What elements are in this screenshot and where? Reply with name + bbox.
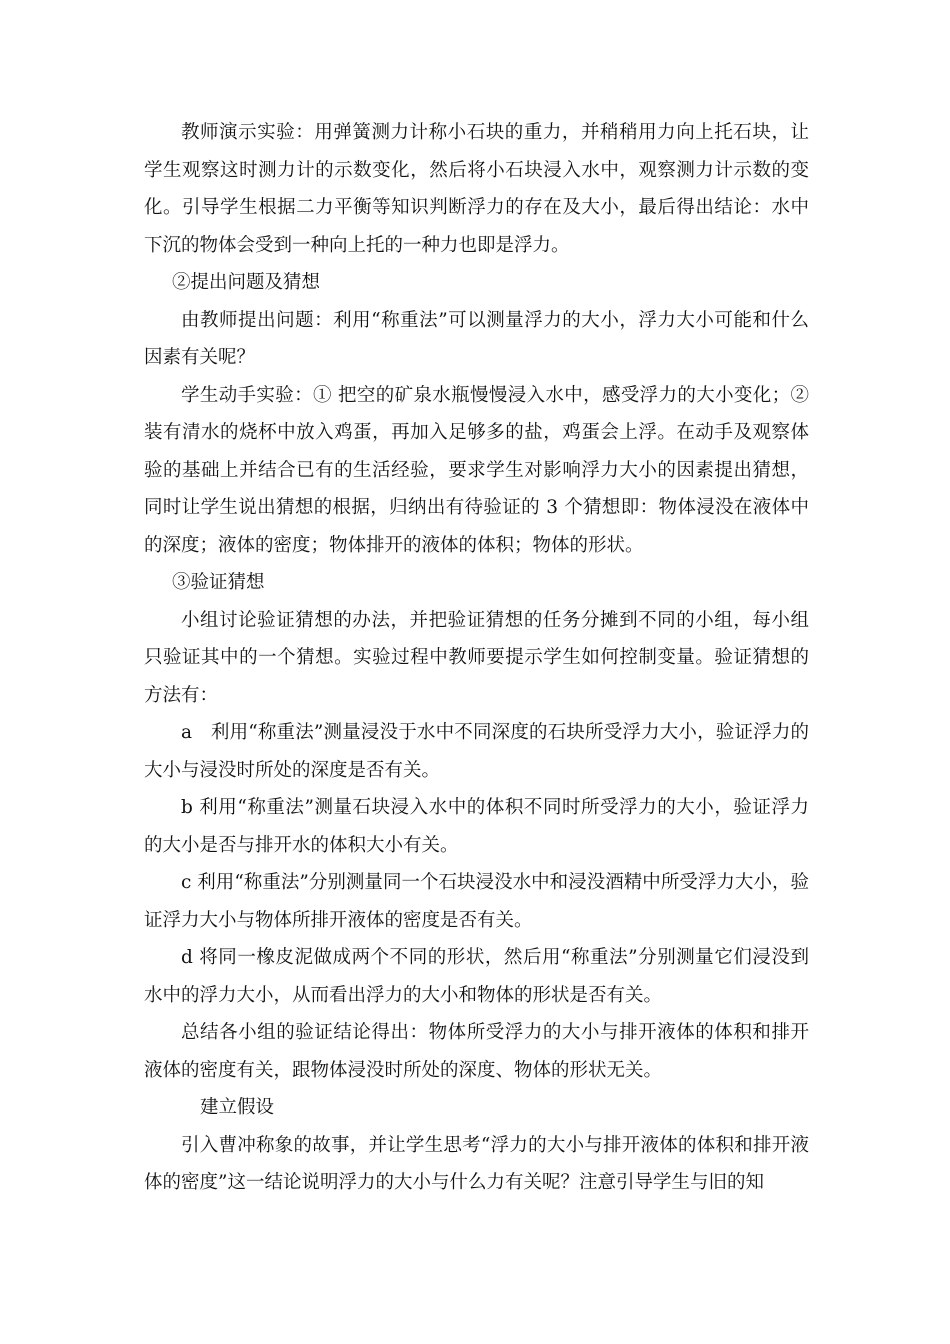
section-heading-hypothesis: 建立假设 <box>200 1097 275 1118</box>
paragraph-teacher-question: 由教师提出问题：利用“称重法”可以测量浮力的大小，浮力大小可能和什么因素有关呢？ <box>144 309 809 368</box>
method-item-a: a 利用“称重法”测量浸没于水中不同深度的石块所受浮力大小，验证浮力的大小与浸没时所处的深度是否有关。 <box>144 722 809 781</box>
paragraph-demonstration: 教师演示实验：用弹簧测力计称小石块的重力，并稍稍用力向上托石块，让学生观察这时测力计的示数变化，然后将小石块浸入水中，观察测力计示数的变化。引导学生根据二力平衡等知识判断浮力的存在及大小，最后得出结论：水中下沉的物体会受到一种向上托的一种力也即是浮力。 <box>144 122 809 256</box>
method-item-d: d 将同一橡皮泥做成两个不同的形状，然后用“称重法”分别测量它们浸没到水中的浮力大小，从而看出浮力的大小和物体的形状是否有关。 <box>144 947 809 1006</box>
document-body <box>144 114 809 1202</box>
section-heading-verify: ③验证猜想 <box>172 572 265 593</box>
paragraph-group-discussion: 小组讨论验证猜想的办法，并把验证猜想的任务分摊到不同的小组，每小组只验证其中的一个猜想。实验过程中教师要提示学生如何控制变量。验证猜想的方法有： <box>144 609 809 706</box>
method-item-c: c 利用“称重法”分别测量同一个石块浸没水中和浸没酒精中所受浮力大小，验证浮力大小与物体所排开液体的密度是否有关。 <box>144 872 809 931</box>
paragraph-conclusion: 总结各小组的验证结论得出：物体所受浮力的大小与排开液体的体积和排开液体的密度有关，跟物体浸没时所处的深度、物体的形状无关。 <box>144 1022 809 1081</box>
paragraph-student-experiment: 学生动手实验：① 把空的矿泉水瓶慢慢浸入水中，感受浮力的大小变化；② 装有清水的烧杯中放入鸡蛋，再加入足够多的盐，鸡蛋会上浮。在动手及观察体验的基础上并结合已有的生活经验，要求学生对影响浮力大小的因素提出猜想，同时让学生说出猜想的根据，归纳出有待验证的 3 个猜想即：物体浸没在液体中的深度；液体的密度；物体排开的液体的体积；物体的形状。 <box>144 384 809 556</box>
method-item-b: b 利用“称重法”测量石块浸入水中的体积不同时所受浮力的大小，验证浮力的大小是否与排开水的体积大小有关。 <box>144 797 809 856</box>
paragraph-cao-chong-story: 引入曹冲称象的故事，并让学生思考“浮力的大小与排开液体的体积和排开液体的密度”这一结论说明浮力的大小与什么力有关呢？注意引导学生与旧的知 <box>144 1134 809 1193</box>
section-heading-question: ②提出问题及猜想 <box>172 272 321 293</box>
